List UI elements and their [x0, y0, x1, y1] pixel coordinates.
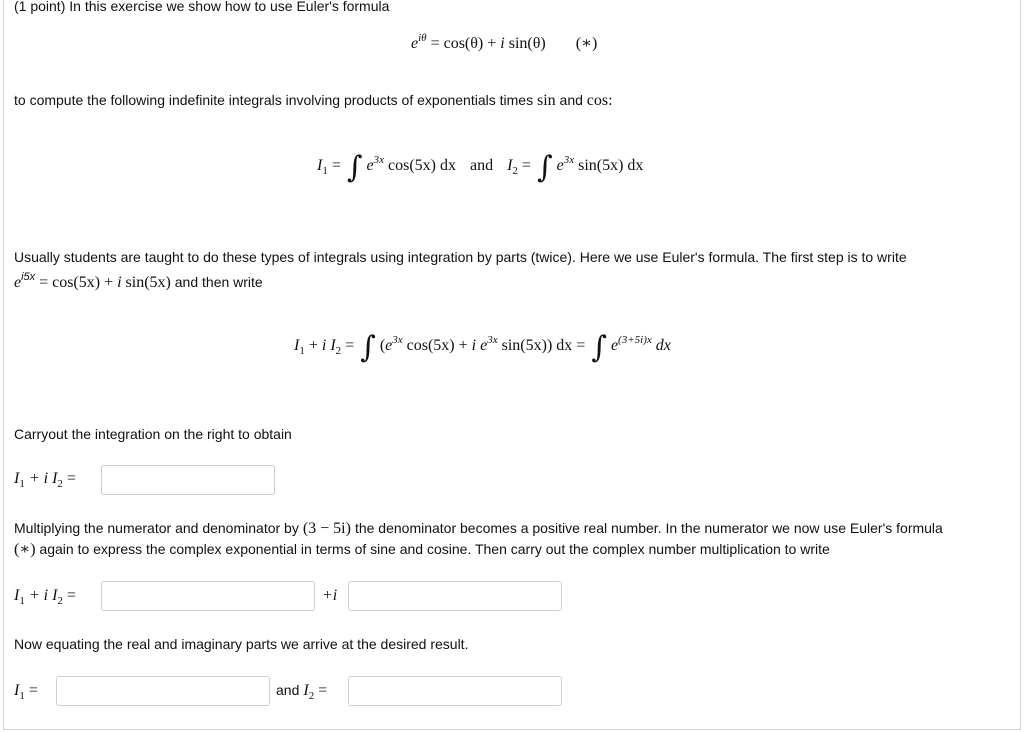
i2-answer-input[interactable] [348, 676, 562, 706]
problem-intro [14, 0, 389, 16]
combined-integral: $I_1 + i$ $I_2$ = ∫ ($e^{3x}$ cos(5x) + i $e^{3x}$ sin(5x)) dx = ∫ $e^{(3+5i)x}$ dx [294, 330, 671, 365]
multiplying-line-1: Multiplying the numerator and denominator by (3 − 5i) the denominator becomes a positive real number. In the numerator we now use Euler's formula [14, 520, 943, 537]
problem-card [3, 0, 1021, 730]
star-marker: (∗) [575, 35, 598, 52]
carryout-text: Carryout the integration on the right to obtain [14, 426, 292, 442]
sum-answer-input[interactable] [101, 465, 275, 495]
multiplying-line-2: (∗) again to express the complex exponential in terms of sine and cosine. Then carry out the complex number multiplication to write [14, 541, 830, 558]
usually-line-2: $e^{i5x} = \cos(5x) + i$ sin(5x) and then write [14, 271, 263, 291]
points-label: (1 point) [14, 0, 66, 14]
integral-definitions: $I_1$ = ∫ $e^{3x}$ cos(5x) dx and $I_2$ = ∫ $e^{3x}$ sin(5x) dx [317, 150, 644, 185]
euler-formula: $e^{i\theta} = \cos(\theta) + i$ sin(θ) (∗) [411, 32, 598, 52]
answer1-label: $I_1 + i$ $I_2$ = [14, 470, 76, 490]
i2-label: and $I_2$ = [276, 682, 328, 702]
usually-line-1: Usually students are taught to do these types of integrals using integration by parts (twice). Here we use Euler's formula. The first step is to write [14, 249, 907, 265]
imag-part-input[interactable] [348, 581, 562, 611]
i1-label: $I_1$ = [14, 682, 38, 702]
compute-text: to compute the following indefinite integrals involving products of exponentials times sin and cos: [14, 92, 613, 109]
real-part-input[interactable] [101, 581, 315, 611]
answer2-label: $I_1 + i$ $I_2$ = [14, 587, 76, 607]
equating-text: Now equating the real and imaginary parts we arrive at the desired result. [14, 636, 469, 652]
intro-text: In this exercise we show how to use Euler's formula [69, 0, 390, 14]
i1-answer-input[interactable] [56, 676, 270, 706]
plus-i-label: +i [322, 587, 338, 604]
